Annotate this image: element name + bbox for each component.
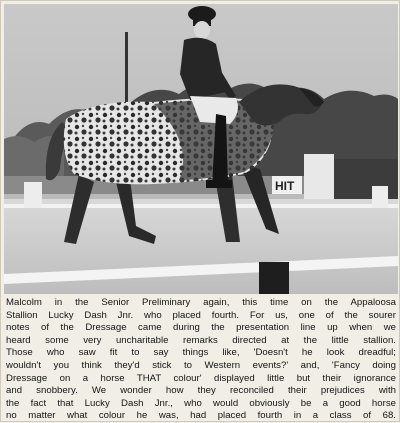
caption-line: no matter what colour he was, had placed fourth in a class of 68. bbox=[6, 410, 396, 422]
caption-line: Stallion Lucky Dash Jnr. who placed fourth. For us, one of the sourer bbox=[6, 309, 396, 321]
caption-line: Those who saw fit to say things like, 'Doesn't he look dreadful; bbox=[6, 347, 396, 359]
photo-caption bbox=[5, 297, 397, 421]
caption-line: wouldn't you think they'd stick to Western events?' and, 'Fancy doing bbox=[6, 359, 396, 371]
arena-marker-right bbox=[372, 186, 388, 208]
caption-line: Malcolm in the Senior Preliminary again, this time on the Appaloosa bbox=[6, 297, 396, 308]
caption-line: Dressage on a horse THAT colour' displayed little but their ignorance bbox=[6, 372, 396, 384]
building bbox=[334, 159, 398, 201]
photo-rider-on-appaloosa-stallion bbox=[4, 4, 398, 294]
caption-line: notes of the Dressage came during the presentation line up when we bbox=[6, 322, 396, 334]
photo-illustration bbox=[4, 4, 398, 294]
caption-line: the fact that Lucky Dash Jnr., who would obviously be a good horse bbox=[6, 397, 396, 409]
white-board bbox=[304, 154, 334, 202]
caption-line: and snobbery. We wonder how they reconciled their prejudices with bbox=[6, 385, 396, 397]
arena-post bbox=[259, 262, 289, 294]
arena-marker-left bbox=[24, 182, 42, 208]
caption-line: heard some very uncharitable remarks directed at the little stallion. bbox=[6, 334, 396, 346]
sign-text: HIT bbox=[275, 179, 295, 193]
arena-rail-far bbox=[4, 204, 398, 208]
